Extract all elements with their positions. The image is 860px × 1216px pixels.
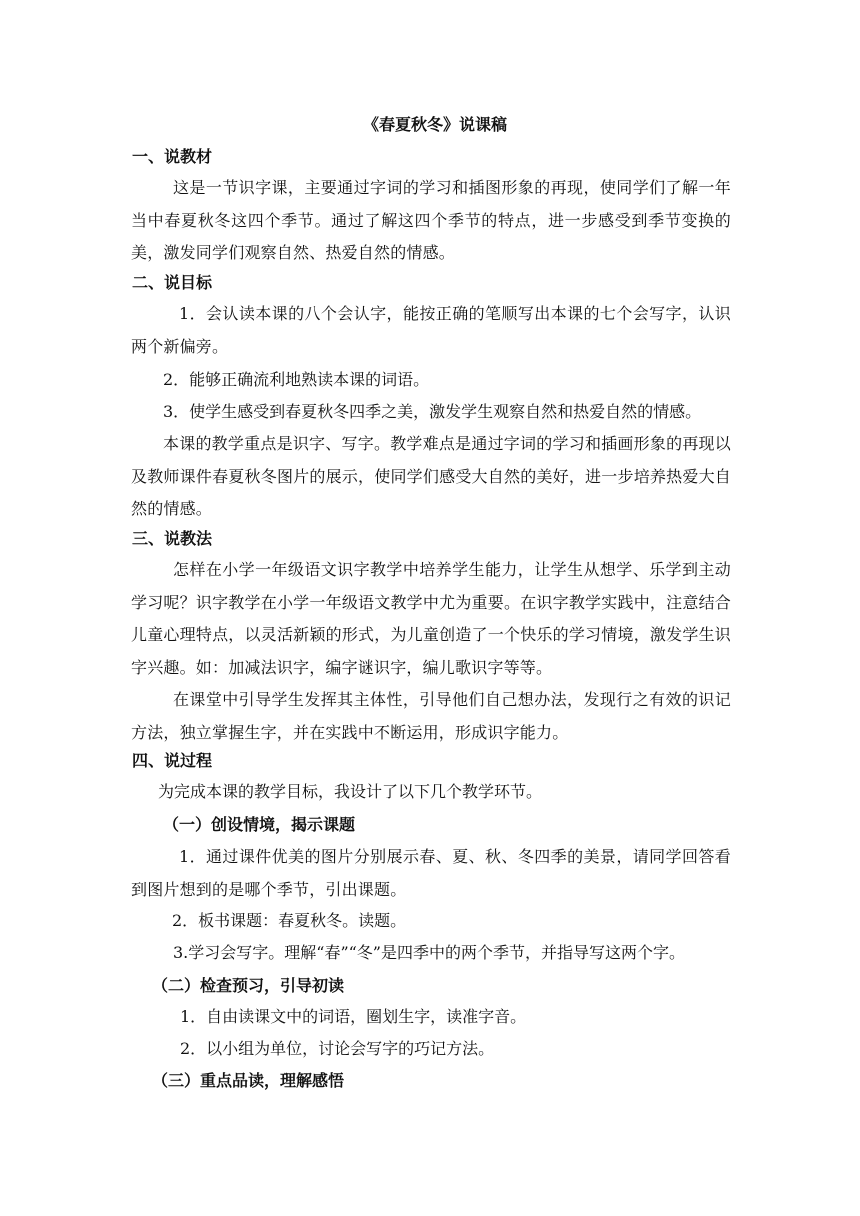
method-paragraph: 在课堂中引导学生发挥其主体性，引导他们自己想办法，发现行之有效的识记方法，独立掌握生字，并在实践中不断运用，形成识字能力。	[131, 690, 731, 742]
process-item: 1．通过课件优美的图片分别展示春、夏、秋、冬四季的美景，请同学回答看到图片想到的是哪个季节，引出课题。	[131, 847, 731, 899]
process-item: 3.学习会写字。理解“春”“冬”是四季中的两个季节，并指导写这两个字。	[173, 943, 685, 962]
process-item: 1．自由读课文中的词语，圈划生字，读准字音。	[180, 1007, 527, 1026]
process-intro: 为完成本课的教学目标，我设计了以下几个教学环节。	[158, 782, 543, 801]
document-title: 《春夏秋冬》说课稿	[362, 115, 507, 134]
process-part-heading: （一）创设情境，揭示课题	[163, 815, 356, 834]
objective-item: 2．能够正确流利地熟读本课的词语。	[163, 370, 430, 389]
teaching-focus-paragraph: 本课的教学重点是识字、写字。教学难点是通过字词的学习和插画形象的再现以及教师课件春夏秋冬图片的展示，使同学们感受大自然的美好，进一步培养热爱大自然的情感。	[131, 434, 731, 518]
process-item: 2．板书课题：春夏秋冬。读题。	[172, 911, 407, 930]
section-heading-objectives: 二、说目标	[132, 273, 213, 292]
objective-item: 3．使学生感受到春夏秋冬四季之美，激发学生观察自然和热爱自然的情感。	[163, 402, 702, 421]
process-part-heading: （三）重点品读，理解感悟	[152, 1071, 345, 1090]
section-heading-process: 四、说过程	[132, 751, 213, 770]
process-item: 2．以小组为单位，讨论会写字的巧记方法。	[180, 1039, 495, 1058]
section-paragraph: 这是一节识字课，主要通过字词的学习和插图形象的再现，使同学们了解一年当中春夏秋冬这四个季节。通过了解这四个季节的特点，进一步感受到季节变换的美，激发同学们观察自然、热爱自然的情感。	[131, 178, 731, 262]
process-part-heading: （二）检查预习，引导初读	[152, 976, 345, 995]
section-heading-teaching-material: 一、说教材	[132, 147, 213, 166]
objective-item: 1．会认读本课的八个会认字，能按正确的笔顺写出本课的七个会写字，认识两个新偏旁。	[131, 304, 731, 356]
section-heading-teaching-method: 三、说教法	[132, 529, 213, 548]
method-paragraph: 怎样在小学一年级语文识字教学中培养学生能力，让学生从想学、乐学到主动学习呢？识字教学在小学一年级语文教学中尤为重要。在识字教学实践中，注意结合儿童心理特点，以灵活新颖的形式，为儿童创造了一个快乐的学习情境，激发学生识字兴趣。如：加减法识字，编字谜识字，编儿歌识字等等。	[131, 560, 731, 677]
